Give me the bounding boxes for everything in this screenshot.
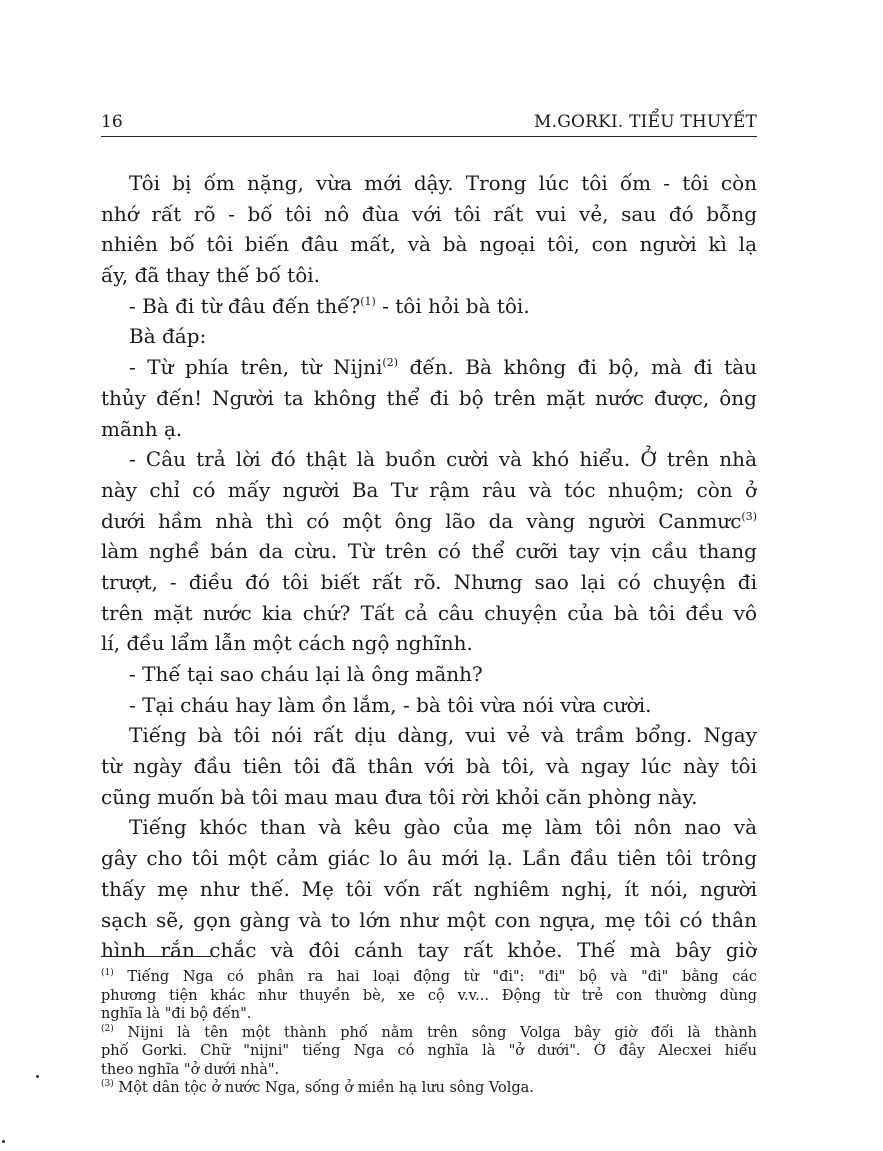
paragraph bbox=[101, 321, 757, 352]
line-text: trượt, - điều đó tôi biết rất rõ. Nhưng sao lại có chuyện đi bbox=[101, 569, 757, 594]
footnote-line bbox=[101, 968, 757, 987]
line-text: Tiếng khóc than và kêu gào của mẹ làm tôi nôn nao và bbox=[129, 815, 757, 840]
paragraph bbox=[101, 812, 757, 965]
text-line bbox=[101, 199, 757, 230]
line-text: nhiên bố tôi biến đâu mất, và bà ngoại tôi, con người kì lạ bbox=[101, 232, 757, 257]
text-line bbox=[101, 229, 757, 260]
paragraph bbox=[101, 168, 757, 291]
footnote-line bbox=[101, 1079, 757, 1098]
text-line bbox=[101, 751, 757, 782]
footnote bbox=[101, 1079, 757, 1098]
text-line bbox=[101, 935, 757, 966]
line-text: thấy mẹ như thế. Mẹ tôi vốn rất nghiêm nghị, ít nói, người bbox=[101, 876, 757, 901]
line-text: cũng muốn bà tôi mau mau đưa tôi rời khỏi căn phòng này. bbox=[101, 784, 698, 809]
line-text: - Từ phía trên, từ Nijni bbox=[129, 355, 383, 380]
footnote-text: nghĩa là "đi bộ đến". bbox=[101, 1006, 252, 1022]
line-text: lí, đều lẩm lẫn một cách ngộ nghĩnh. bbox=[101, 631, 473, 656]
line-text: - tôi hỏi bà tôi. bbox=[375, 293, 530, 318]
footnote-text: phương tiện khác như thuyền bè, xe cộ v.v... Động từ trẻ con thường dùng bbox=[101, 987, 757, 1004]
text-line bbox=[101, 291, 757, 322]
footnote bbox=[101, 968, 757, 1024]
text-line bbox=[101, 598, 757, 629]
footnote-number: (3) bbox=[101, 1079, 114, 1089]
footnote-number: (2) bbox=[101, 1023, 114, 1034]
paragraph bbox=[101, 659, 757, 690]
footnote-text: phố Gorki. Chữ "nijni" tiếng Nga có nghĩa là "ở dưới". Ở đây Alecxei hiểu bbox=[101, 1043, 757, 1059]
footnotes bbox=[101, 968, 757, 1098]
text-line bbox=[101, 874, 757, 905]
line-text: - Bà đi từ đâu đến thế? bbox=[129, 293, 361, 318]
line-text: - Thế tại sao cháu lại là ông mãnh? bbox=[129, 662, 483, 686]
text-line bbox=[101, 414, 757, 445]
line-text: gây cho tôi một cảm giác lo âu mới lạ. Lần đầu tiên tôi trông bbox=[101, 846, 757, 871]
text-line bbox=[101, 720, 757, 751]
footnote-marker: (2) bbox=[382, 356, 399, 370]
text-line bbox=[101, 782, 757, 813]
paragraph bbox=[101, 352, 757, 444]
line-text: - Câu trả lời đó thật là buồn cười và khó hiểu. Ở trên nhà bbox=[129, 447, 757, 472]
page-number: 16 bbox=[101, 112, 123, 132]
line-text: Bà đáp: bbox=[129, 324, 207, 349]
text-line bbox=[101, 321, 757, 352]
line-text: dưới hầm nhà thì có một ông lão da vàng người Canmưc bbox=[101, 508, 742, 533]
line-text: sạch sẽ, gọn gàng và to lớn như một con ngựa, mẹ tôi có thân bbox=[101, 907, 757, 932]
line-text: làm nghề bán da cừu. Từ trên có thể cưỡi tay vịn cầu thang bbox=[101, 539, 757, 564]
footnote-text: Tiếng Nga có phân ra hai loại động từ "đi": "đi" bộ và "đi" bằng các bbox=[113, 969, 757, 985]
footnote-line bbox=[101, 1024, 757, 1043]
text-line bbox=[101, 352, 757, 383]
body-text bbox=[101, 168, 757, 966]
text-line bbox=[101, 905, 757, 936]
line-text: từ ngày đầu tiên tôi đã thân với bà tôi, và ngay lúc này tôi bbox=[101, 754, 757, 779]
text-line bbox=[101, 260, 757, 291]
text-line bbox=[101, 843, 757, 874]
line-text: này chỉ có mấy người Ba Tư rậm râu và tóc nhuộm; còn ở bbox=[101, 477, 757, 502]
footnote-line bbox=[101, 1005, 757, 1024]
footnote-line bbox=[101, 987, 757, 1006]
line-text: - Tại cháu hay làm ồn lắm, - bà tôi vừa nói vừa cười. bbox=[129, 692, 652, 717]
text-line bbox=[101, 475, 757, 506]
footnote-marker: (3) bbox=[741, 509, 757, 523]
text-line bbox=[101, 567, 757, 598]
footnote-text: theo nghĩa "ở dưới nhà". bbox=[101, 1061, 280, 1078]
footnote-line bbox=[101, 1061, 757, 1080]
footnote-rule bbox=[101, 956, 211, 957]
running-title: M.GORKI. TIỂU THUYẾT bbox=[533, 112, 757, 132]
text-line bbox=[101, 383, 757, 414]
text-line bbox=[101, 628, 757, 659]
text-line bbox=[101, 536, 757, 567]
text-line bbox=[101, 506, 757, 537]
footnote bbox=[101, 1024, 757, 1080]
text-line bbox=[101, 444, 757, 475]
line-text: ấy, đã thay thế bố tôi. bbox=[101, 263, 321, 288]
line-text: hình rắn chắc và đôi cánh tay rất khỏe. Thế mà bây giờ bbox=[101, 938, 757, 963]
footnote-text: Nijni là tên một thành phố nằm trên sông Volga bây giờ đổi là thành bbox=[113, 1024, 757, 1041]
text-line bbox=[101, 812, 757, 843]
line-text: Tiếng bà tôi nói rất dịu dàng, vui vẻ và trầm bổng. Ngay bbox=[129, 723, 757, 748]
paragraph bbox=[101, 690, 757, 721]
page-header bbox=[101, 110, 757, 137]
line-text: nhớ rất rõ - bố tôi nô đùa với tôi rất vui vẻ, sau đó bỗng bbox=[101, 201, 757, 226]
footnote-text: Một dân tộc ở nước Nga, sống ở miền hạ lưu sông Volga. bbox=[113, 1080, 534, 1096]
text-line bbox=[101, 168, 757, 199]
text-line bbox=[101, 659, 757, 690]
footnote-number: (1) bbox=[101, 968, 114, 978]
paragraph bbox=[101, 444, 757, 659]
scan-speck bbox=[36, 1075, 39, 1078]
line-text: trên mặt nước kia chứ? Tất cả câu chuyện của bà tôi đều vô bbox=[101, 600, 757, 625]
footnote-line bbox=[101, 1042, 757, 1061]
line-text: đến. Bà không đi bộ, mà đi tàu bbox=[398, 355, 757, 380]
scan-speck bbox=[2, 1140, 5, 1143]
text-line bbox=[101, 690, 757, 721]
paragraph bbox=[101, 291, 757, 322]
footnote-marker: (1) bbox=[360, 294, 376, 308]
line-text: mãnh ạ. bbox=[101, 416, 183, 441]
line-text: Tôi bị ốm nặng, vừa mới dậy. Trong lúc tôi ốm - tôi còn bbox=[129, 171, 757, 195]
line-text: thủy đến! Người ta không thể đi bộ trên mặt nước được, ông bbox=[101, 385, 757, 410]
paragraph bbox=[101, 720, 757, 812]
